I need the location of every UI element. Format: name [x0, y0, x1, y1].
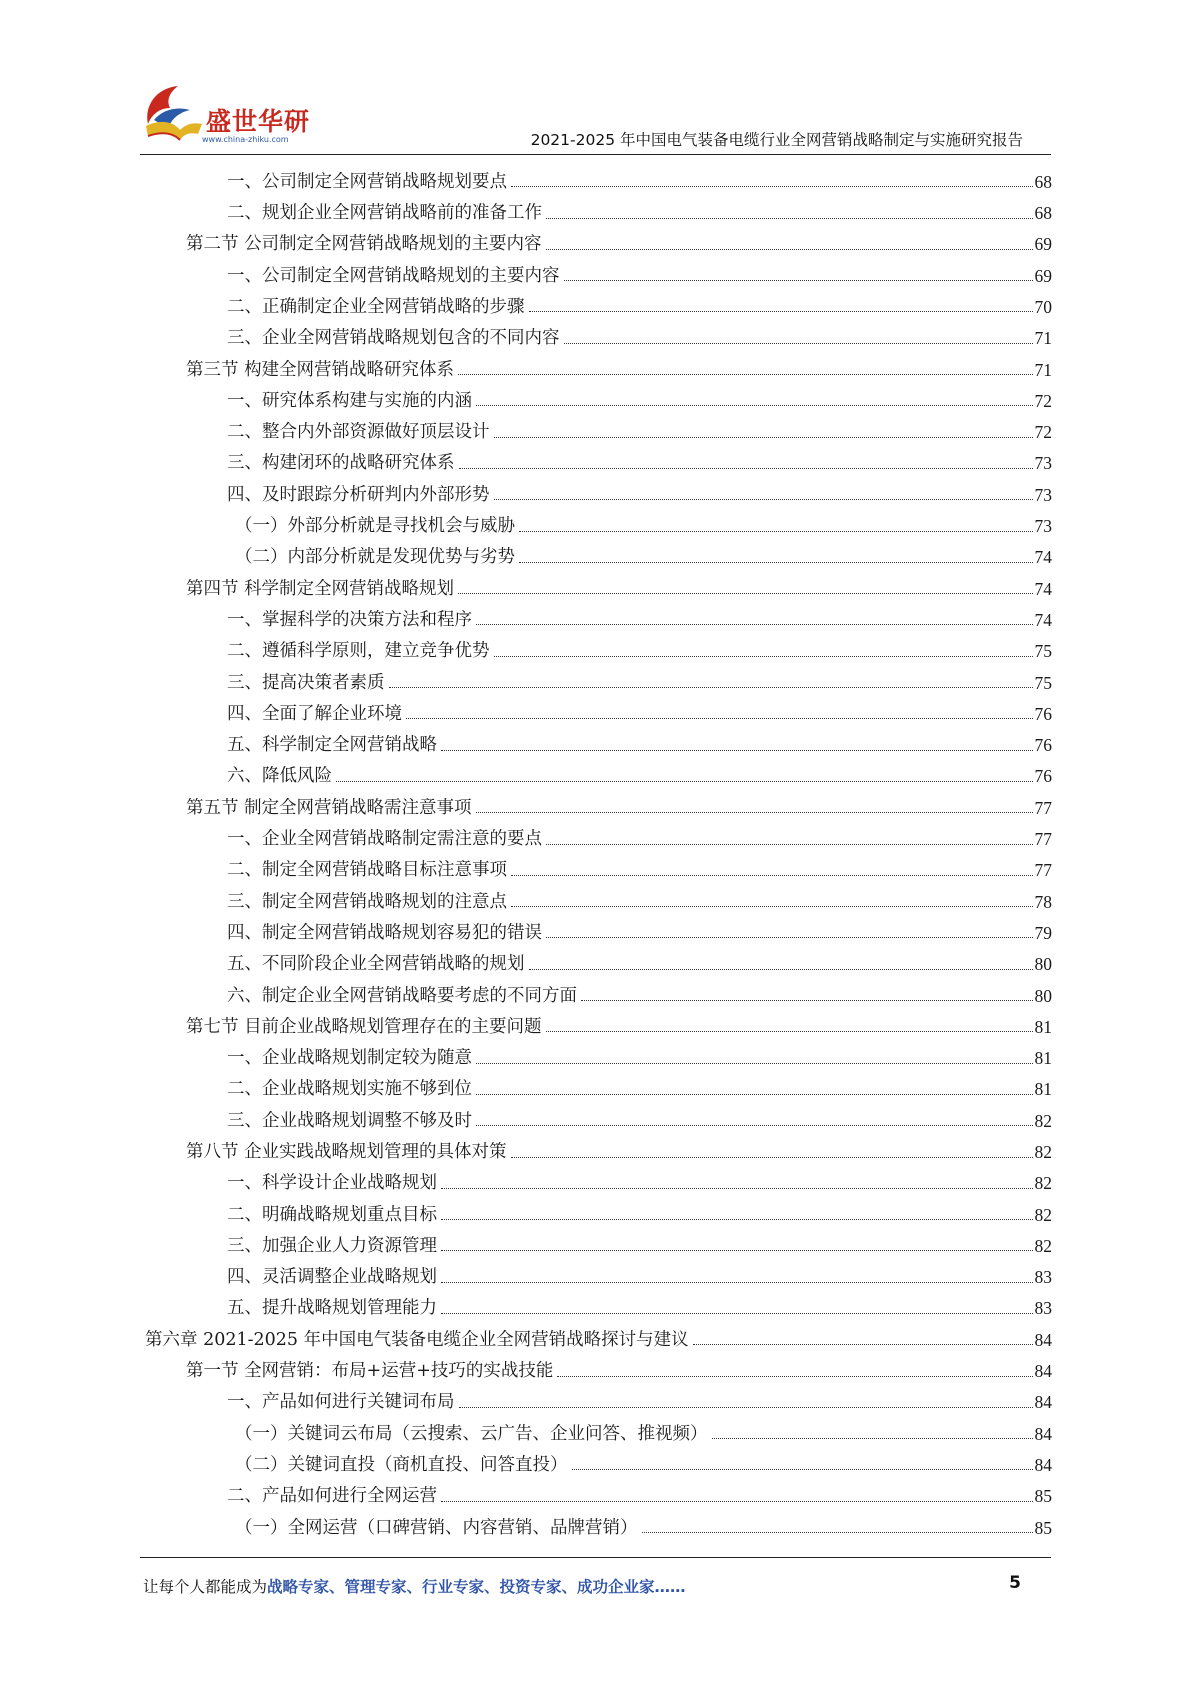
toc-leader-dots	[511, 1157, 1033, 1158]
toc-entry-label: 一、掌握科学的决策方法和程序	[227, 609, 472, 630]
toc-entry-label: 一、研究体系构建与实施的内涵	[227, 390, 472, 411]
toc-entry[interactable]	[145, 536, 1052, 567]
toc-entry-page: 85	[1034, 1517, 1052, 1538]
logo-emblem-icon	[140, 80, 206, 146]
toc-entry[interactable]	[145, 629, 1052, 660]
toc-leader-dots	[458, 593, 1032, 594]
toc-entry-page: 74	[1034, 547, 1052, 568]
toc-leader-dots	[572, 1469, 1033, 1470]
toc-entry[interactable]	[145, 1193, 1052, 1224]
toc-entry-page: 80	[1034, 985, 1052, 1006]
toc-leader-dots	[389, 687, 1033, 688]
report-title: 2021-2025 年中国电气装备电缆行业全网营销战略制定与实施研究报告	[530, 131, 1023, 149]
toc-entry-label: 第七节 目前企业战略规划管理存在的主要问题	[186, 1016, 542, 1037]
footer-highlight: 战略专家、管理专家、行业专家、投资专家、成功企业家……	[267, 1578, 686, 1596]
toc-entry-label: 六、降低风险	[227, 766, 332, 787]
toc-entry[interactable]	[145, 504, 1052, 535]
toc-leader-dots	[519, 562, 1033, 563]
toc-entry-page: 73	[1034, 453, 1052, 474]
toc-entry-label: 第二节 公司制定全网营销战略规划的主要内容	[186, 234, 542, 255]
toc-entry-label: 五、不同阶段企业全网营销战略的规划	[227, 954, 525, 975]
toc-entry[interactable]	[145, 1287, 1052, 1318]
toc-entry[interactable]	[145, 1506, 1052, 1537]
toc-entry-page: 71	[1034, 359, 1052, 380]
toc-entry-page: 77	[1034, 797, 1052, 818]
toc-entry[interactable]	[145, 1381, 1052, 1412]
toc-entry-label: 二、产品如何进行全网运营	[227, 1486, 437, 1507]
toc-leader-dots	[476, 405, 1033, 406]
toc-entry[interactable]	[145, 661, 1052, 692]
toc-entry[interactable]	[145, 974, 1052, 1005]
toc-leader-dots	[529, 311, 1033, 312]
toc-entry-page: 84	[1034, 1361, 1052, 1382]
logo-text: 盛世华研	[206, 107, 311, 136]
toc-entry-label: 第四节 科学制定全网营销战略规划	[186, 578, 455, 599]
toc-leader-dots	[494, 656, 1033, 657]
toc-entry[interactable]	[145, 316, 1052, 347]
toc-entry-label: 二、规划企业全网营销战略前的准备工作	[227, 203, 542, 224]
toc-leader-dots	[564, 280, 1033, 281]
toc-leader-dots	[441, 1188, 1033, 1189]
toc-entry-page: 77	[1034, 829, 1052, 850]
toc-entry-label: 一、企业战略规划制定较为随意	[227, 1048, 472, 1069]
toc-entry-label: （一）外部分析就是寻找机会与威胁	[235, 516, 515, 537]
toc-entry[interactable]	[145, 473, 1052, 504]
toc-entry[interactable]	[145, 1474, 1052, 1505]
toc-entry[interactable]	[145, 191, 1052, 222]
toc-leader-dots	[441, 1501, 1033, 1502]
toc-entry[interactable]	[145, 880, 1052, 911]
toc-entry-label: 二、遵循科学原则，建立竞争优势	[227, 641, 490, 662]
toc-entry-page: 83	[1034, 1298, 1052, 1319]
toc-entry-page: 81	[1034, 1048, 1052, 1069]
toc-entry-label: 第三节 构建全网营销战略研究体系	[186, 359, 455, 380]
toc-entry[interactable]	[145, 1318, 1052, 1349]
toc-leader-dots	[546, 249, 1033, 250]
toc-entry[interactable]	[145, 911, 1052, 942]
toc-entry-page: 84	[1034, 1392, 1052, 1413]
toc-entry-page: 79	[1034, 922, 1052, 943]
toc-entry-label: 六、制定企业全网营销战略要考虑的不同方面	[227, 985, 577, 1006]
toc-entry-label: 四、制定全网营销战略规划容易犯的错误	[227, 922, 542, 943]
toc-leader-dots	[441, 750, 1033, 751]
toc-leader-dots	[494, 499, 1033, 500]
toc-leader-dots	[441, 1313, 1033, 1314]
toc-leader-dots	[511, 186, 1033, 187]
toc-entry-label: 五、科学制定全网营销战略	[227, 735, 437, 756]
toc-entry-page: 84	[1034, 1329, 1052, 1350]
page-number: 5	[1009, 1573, 1021, 1593]
toc-entry-page: 68	[1034, 171, 1052, 192]
toc-entry-label: 二、明确战略规划重点目标	[227, 1204, 437, 1225]
toc-entry[interactable]	[145, 1349, 1052, 1380]
toc-entry-page: 68	[1034, 203, 1052, 224]
toc-entry[interactable]	[145, 348, 1052, 379]
toc-leader-dots	[519, 531, 1033, 532]
toc-entry[interactable]	[145, 1224, 1052, 1255]
toc-leader-dots	[458, 374, 1032, 375]
toc-entry[interactable]	[145, 786, 1052, 817]
toc-leader-dots	[459, 468, 1033, 469]
toc-entry-page: 83	[1034, 1267, 1052, 1288]
toc-entry-label: 第六章 2021-2025 年中国电气装备电缆企业全网营销战略探讨与建议	[145, 1329, 689, 1350]
toc-entry[interactable]	[145, 723, 1052, 754]
toc-entry-label: 第八节 企业实践战略规划管理的具体对策	[186, 1142, 507, 1162]
toc-entry-page: 71	[1034, 328, 1052, 349]
toc-entry-page: 76	[1034, 766, 1052, 787]
toc-entry-page: 81	[1034, 1079, 1052, 1100]
toc-entry-label: 四、全面了解企业环境	[227, 703, 402, 724]
toc-leader-dots	[511, 875, 1033, 876]
toc-entry-page: 82	[1034, 1173, 1052, 1194]
toc-entry-page: 74	[1034, 609, 1052, 630]
toc-leader-dots	[441, 1250, 1033, 1251]
toc-leader-dots	[476, 1063, 1033, 1064]
toc-entry[interactable]	[145, 598, 1052, 629]
toc-entry-label: 五、提升战略规划管理能力	[227, 1298, 437, 1319]
toc-entry-label: 一、公司制定全网营销战略规划要点	[227, 171, 507, 192]
toc-entry[interactable]	[145, 379, 1052, 410]
toc-leader-dots	[459, 1407, 1033, 1408]
logo-url: www.china-zhiku.com	[202, 135, 289, 144]
toc-leader-dots	[546, 937, 1033, 938]
toc-entry-label: 三、提高决策者素质	[227, 672, 385, 693]
toc-leader-dots	[529, 969, 1033, 970]
toc-entry[interactable]	[145, 442, 1052, 473]
toc-entry-label: 第一节 全网营销：布局+运营+技巧的实战技能	[186, 1361, 554, 1382]
footer-divider	[140, 1557, 1051, 1558]
toc-entry[interactable]	[145, 1036, 1052, 1067]
toc-leader-dots	[476, 812, 1033, 813]
toc-leader-dots	[581, 1000, 1033, 1001]
toc-leader-dots	[546, 1031, 1033, 1032]
toc-entry-page: 82	[1034, 1142, 1052, 1162]
toc-leader-dots	[693, 1344, 1033, 1345]
toc-entry[interactable]	[145, 1068, 1052, 1099]
toc-entry[interactable]	[145, 567, 1052, 598]
toc-entry-label: 二、正确制定企业全网营销战略的步骤	[227, 296, 525, 317]
toc-entry-label: 二、企业战略规划实施不够到位	[227, 1079, 472, 1100]
toc-entry-page: 70	[1034, 296, 1052, 317]
toc-entry-page: 78	[1034, 891, 1052, 912]
toc-entry[interactable]	[145, 755, 1052, 786]
toc-entry-label: （一）关键词云布局（云搜索、云广告、企业问答、推视频）	[235, 1423, 708, 1444]
toc-entry-page: 74	[1034, 578, 1052, 599]
toc-entry-label: （一）全网运营（口碑营销、内容营销、品牌营销）	[235, 1517, 638, 1538]
toc-entry-label: 四、及时跟踪分析研判内外部形势	[227, 484, 490, 505]
toc-entry-page: 77	[1034, 860, 1052, 881]
toc-entry-label: 三、企业全网营销战略规划包含的不同内容	[227, 328, 560, 349]
toc-entry-label: 一、公司制定全网营销战略规划的主要内容	[227, 265, 560, 286]
toc-leader-dots	[511, 906, 1033, 907]
toc-entry-page: 75	[1034, 672, 1052, 693]
toc-entry-label: 一、企业全网营销战略制定需注意的要点	[227, 829, 542, 850]
toc-leader-dots	[712, 1438, 1033, 1439]
toc-entry[interactable]	[145, 942, 1052, 973]
toc-entry[interactable]	[145, 223, 1052, 254]
table-of-contents	[145, 160, 1052, 1537]
toc-entry-label: 四、灵活调整企业战略规划	[227, 1267, 437, 1288]
toc-entry-page: 73	[1034, 484, 1052, 505]
toc-entry-page: 80	[1034, 954, 1052, 975]
toc-entry-label: 第五节 制定全网营销战略需注意事项	[186, 797, 472, 818]
toc-leader-dots	[476, 1094, 1033, 1095]
toc-entry-label: 三、构建闭环的战略研究体系	[227, 453, 455, 474]
toc-entry-label: 二、制定全网营销战略目标注意事项	[227, 860, 507, 881]
toc-leader-dots	[406, 718, 1033, 719]
toc-entry[interactable]	[145, 1162, 1052, 1193]
toc-leader-dots	[441, 1282, 1033, 1283]
toc-entry-page: 84	[1034, 1454, 1052, 1475]
toc-leader-dots	[336, 781, 1033, 782]
toc-leader-dots	[564, 343, 1033, 344]
toc-entry-label: （二）内部分析就是发现优势与劣势	[235, 547, 515, 568]
toc-leader-dots	[642, 1532, 1033, 1533]
toc-entry-page: 75	[1034, 641, 1052, 662]
logo	[140, 80, 311, 152]
toc-leader-dots	[557, 1376, 1032, 1377]
toc-entry[interactable]	[145, 692, 1052, 723]
toc-entry-label: 三、加强企业人力资源管理	[227, 1235, 437, 1256]
header-divider	[140, 154, 1051, 155]
toc-entry-page: 76	[1034, 703, 1052, 724]
footer-slogan	[143, 1575, 686, 1597]
toc-leader-dots	[476, 624, 1033, 625]
toc-entry-label: 二、整合内外部资源做好顶层设计	[227, 422, 490, 443]
toc-entry-page: 76	[1034, 735, 1052, 756]
toc-entry-page: 72	[1034, 422, 1052, 443]
toc-entry[interactable]	[145, 410, 1052, 441]
toc-entry[interactable]	[145, 1412, 1052, 1443]
toc-entry[interactable]	[145, 285, 1052, 316]
toc-entry-label: 三、制定全网营销战略规划的注意点	[227, 891, 507, 912]
toc-entry-label: 一、产品如何进行关键词布局	[227, 1392, 455, 1413]
toc-entry-page: 85	[1034, 1486, 1052, 1507]
toc-leader-dots	[546, 844, 1033, 845]
toc-entry-page: 73	[1034, 516, 1052, 537]
toc-entry-page: 72	[1034, 390, 1052, 411]
toc-entry[interactable]	[145, 160, 1052, 191]
toc-entry-page: 84	[1034, 1423, 1052, 1444]
toc-leader-dots	[441, 1219, 1033, 1220]
toc-entry[interactable]	[145, 1130, 1052, 1161]
toc-entry-page: 69	[1034, 265, 1052, 286]
toc-entry-page: 81	[1034, 1016, 1052, 1037]
toc-leader-dots	[546, 218, 1033, 219]
footer-prefix: 让每个人都能成为	[143, 1578, 268, 1596]
toc-entry[interactable]	[145, 849, 1052, 880]
toc-entry[interactable]	[145, 1099, 1052, 1130]
toc-entry[interactable]	[145, 1255, 1052, 1286]
toc-entry[interactable]	[145, 817, 1052, 848]
toc-leader-dots	[494, 437, 1033, 438]
toc-entry-page: 82	[1034, 1110, 1052, 1131]
toc-entry[interactable]	[145, 1005, 1052, 1036]
page-header	[0, 0, 1191, 160]
toc-entry-label: 三、企业战略规划调整不够及时	[227, 1110, 472, 1131]
toc-leader-dots	[476, 1125, 1033, 1126]
toc-entry[interactable]	[145, 254, 1052, 285]
toc-entry-label: 一、科学设计企业战略规划	[227, 1173, 437, 1194]
toc-entry-page: 69	[1034, 234, 1052, 255]
toc-entry-label: （二）关键词直投（商机直投、问答直投）	[235, 1454, 568, 1475]
toc-entry-page: 82	[1034, 1235, 1052, 1256]
toc-entry-page: 82	[1034, 1204, 1052, 1225]
toc-entry[interactable]	[145, 1443, 1052, 1474]
